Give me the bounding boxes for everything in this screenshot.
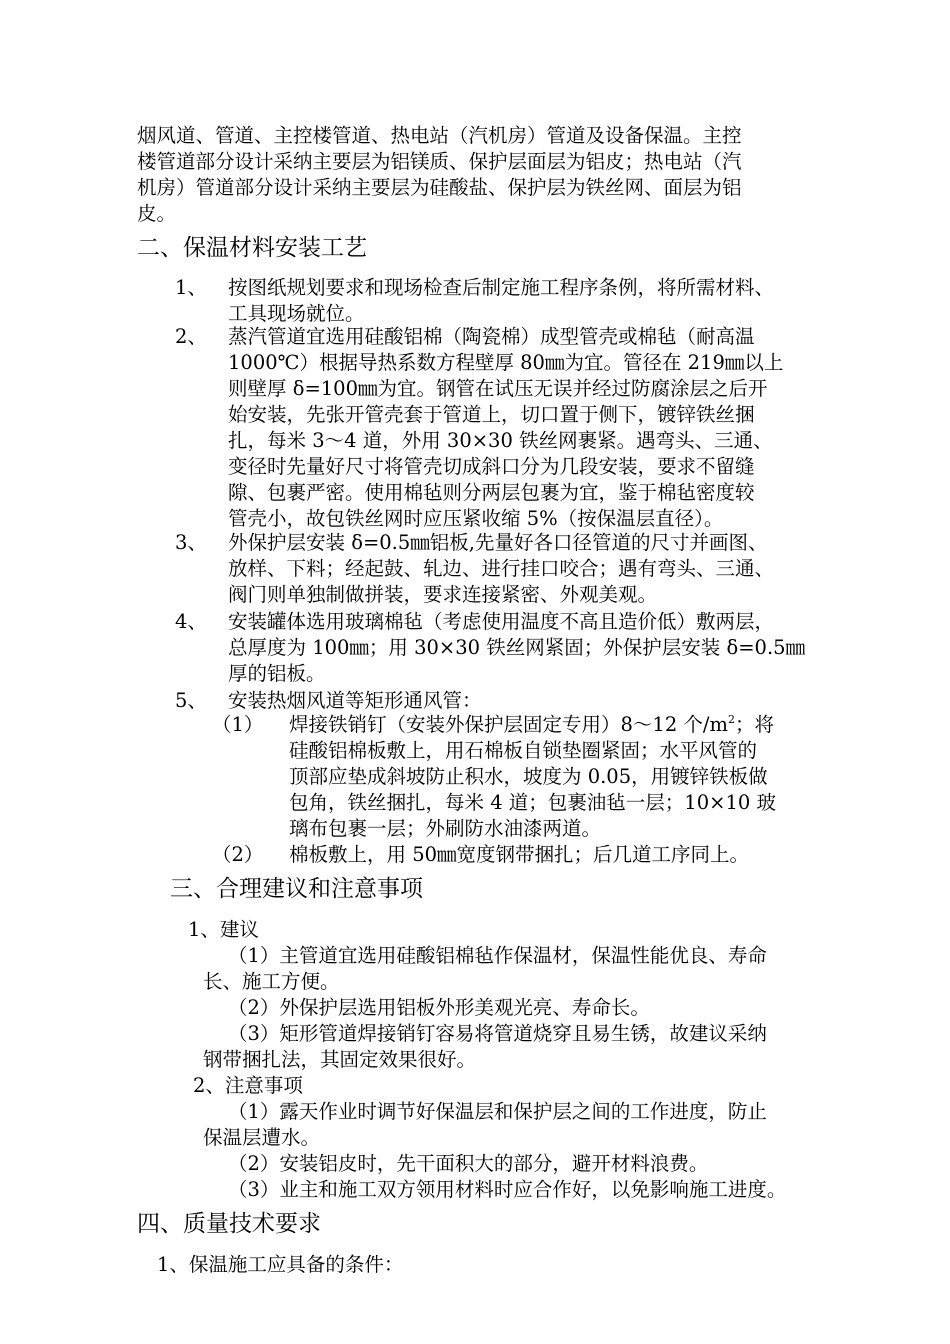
subsection-heading: 2、注意事项	[193, 1074, 303, 1097]
subitem-line-text: 焊接铁销钉（安装外保护层固定专用）8～12 个/m	[289, 713, 728, 736]
paragraph-line: （1）主管道宜选用硅酸铝棉毡作保温材，保温性能优良、寿命	[228, 944, 767, 967]
subitem-line: 硅酸铝棉板敷上，用石棉板自锁垫圈紧固；水平风管的	[289, 739, 758, 762]
item-line: 变径时先量好尺寸将管壳切成斜口分为几段安装，要求不留缝	[228, 455, 755, 478]
item-line: 隙、包裹严密。使用棉毡则分两层包裹为宜，鉴于棉毡密度较	[228, 481, 755, 504]
paragraph-line: （3）业主和施工双方领用材料时应合作好，以免影响施工进度。	[228, 1178, 787, 1201]
paragraph-line: 保温层遭水。	[203, 1126, 321, 1149]
subitem-line-tail: ；将	[734, 713, 774, 736]
item-line: 厚的铝板。	[228, 662, 326, 685]
item-line: 外保护层安装 δ=0.5㎜铝板,先量好各口径管道的尺寸并画图、	[228, 531, 768, 554]
item-line: 总厚度为 100㎜；用 30×30 铁丝网紧固；外保护层安装 δ=0.5㎜	[228, 636, 806, 659]
paragraph-line: （2）安装铝皮时，先干面积大的部分，避开材料浪费。	[228, 1152, 709, 1175]
item-line: 安装热烟风道等矩形通风管：	[228, 689, 482, 712]
subitem-number: （1）	[212, 713, 264, 736]
section-heading: 三、合理建议和注意事项	[170, 876, 423, 902]
subitem-number: （2）	[212, 843, 264, 866]
intro-line: 机房）管道部分设计采纳主要层为硅酸盐、保护层为铁丝网、面层为铝	[137, 176, 742, 199]
item-line: 蒸汽管道宜选用硅酸铝棉（陶瓷棉）成型管壳或棉毡（耐高温	[228, 325, 755, 348]
paragraph-line: （2）外保护层选用铝板外形美观光亮、寿命长。	[228, 996, 650, 1019]
item-line: 阀门则单独制做拼装，要求连接紧密、外观美观。	[228, 583, 658, 606]
paragraph-line: 长、施工方便。	[203, 970, 340, 993]
intro-line: 烟风道、管道、主控楼管道、热电站（汽机房）管道及设备保温。主控	[137, 124, 742, 147]
item-line: 按图纸规划要求和现场检查后制定施工程序条例，将所需材料、	[228, 276, 775, 299]
item-line: 工具现场就位。	[228, 302, 365, 325]
paragraph-line: （1）露天作业时调节好保温层和保护层之间的工作进度，防止	[228, 1100, 767, 1123]
superscript-two: 2	[727, 712, 735, 726]
intro-line: 楼管道部分设计采纳主要层为铝镁质、保护层面层为铝皮；热电站（汽	[137, 150, 742, 173]
subsection-heading: 1、建议	[188, 918, 259, 941]
item-line: 放样、下料；经起鼓、轧边、进行挂口咬合；遇有弯头、三通、	[228, 557, 775, 580]
intro-line: 皮。	[137, 202, 177, 225]
subitem-line: 璃布包裹一层；外刷防水油漆两道。	[289, 817, 602, 840]
item-line: 1000℃）根据导热系数方程壁厚 80㎜为宜。管径在 219㎜以上	[228, 351, 784, 374]
item-number: 1、	[175, 276, 207, 299]
item-line: 扎，每米 3～4 道，外用 30×30 铁丝网裹紧。遇弯头、三通、	[228, 429, 773, 452]
item-line: 始安装，先张开管壳套于管道上，切口置于侧下，镀锌铁丝捆	[228, 403, 755, 426]
subitem-line: 顶部应垫成斜坡防止积水，坡度为 0.05，用镀锌铁板做	[289, 765, 768, 788]
subitem-line: 棉板敷上，用 50㎜宽度钢带捆扎；后几道工序同上。	[289, 843, 750, 866]
item-line: 管壳小，故包铁丝网时应压紧收缩 5%（按保温层直径）。	[228, 507, 724, 530]
item-number: 2、	[175, 325, 207, 348]
subsection-heading: 1、保温施工应具备的条件：	[157, 1253, 404, 1276]
subitem-line: 包角，铁丝捆扎，每米 4 道；包裹油毡一层；10×10 玻	[289, 791, 776, 814]
subitem-line	[289, 712, 774, 738]
section-heading: 四、质量技术要求	[137, 1211, 321, 1237]
item-line: 安装罐体选用玻璃棉毡（考虑使用温度不高且造价低）敷两层，	[228, 610, 775, 633]
item-number: 5、	[175, 689, 207, 712]
item-number: 4、	[175, 610, 207, 633]
paragraph-line: 钢带捆扎法，其固定效果很好。	[203, 1048, 477, 1071]
section-heading: 二、保温材料安装工艺	[137, 235, 367, 261]
paragraph-line: （3）矩形管道焊接销钉容易将管道烧穿且易生锈，故建议采纳	[228, 1022, 767, 1045]
item-number: 3、	[175, 531, 207, 554]
item-line: 则壁厚 δ=100㎜为宜。钢管在试压无误并经过防腐涂层之后开	[228, 377, 768, 400]
